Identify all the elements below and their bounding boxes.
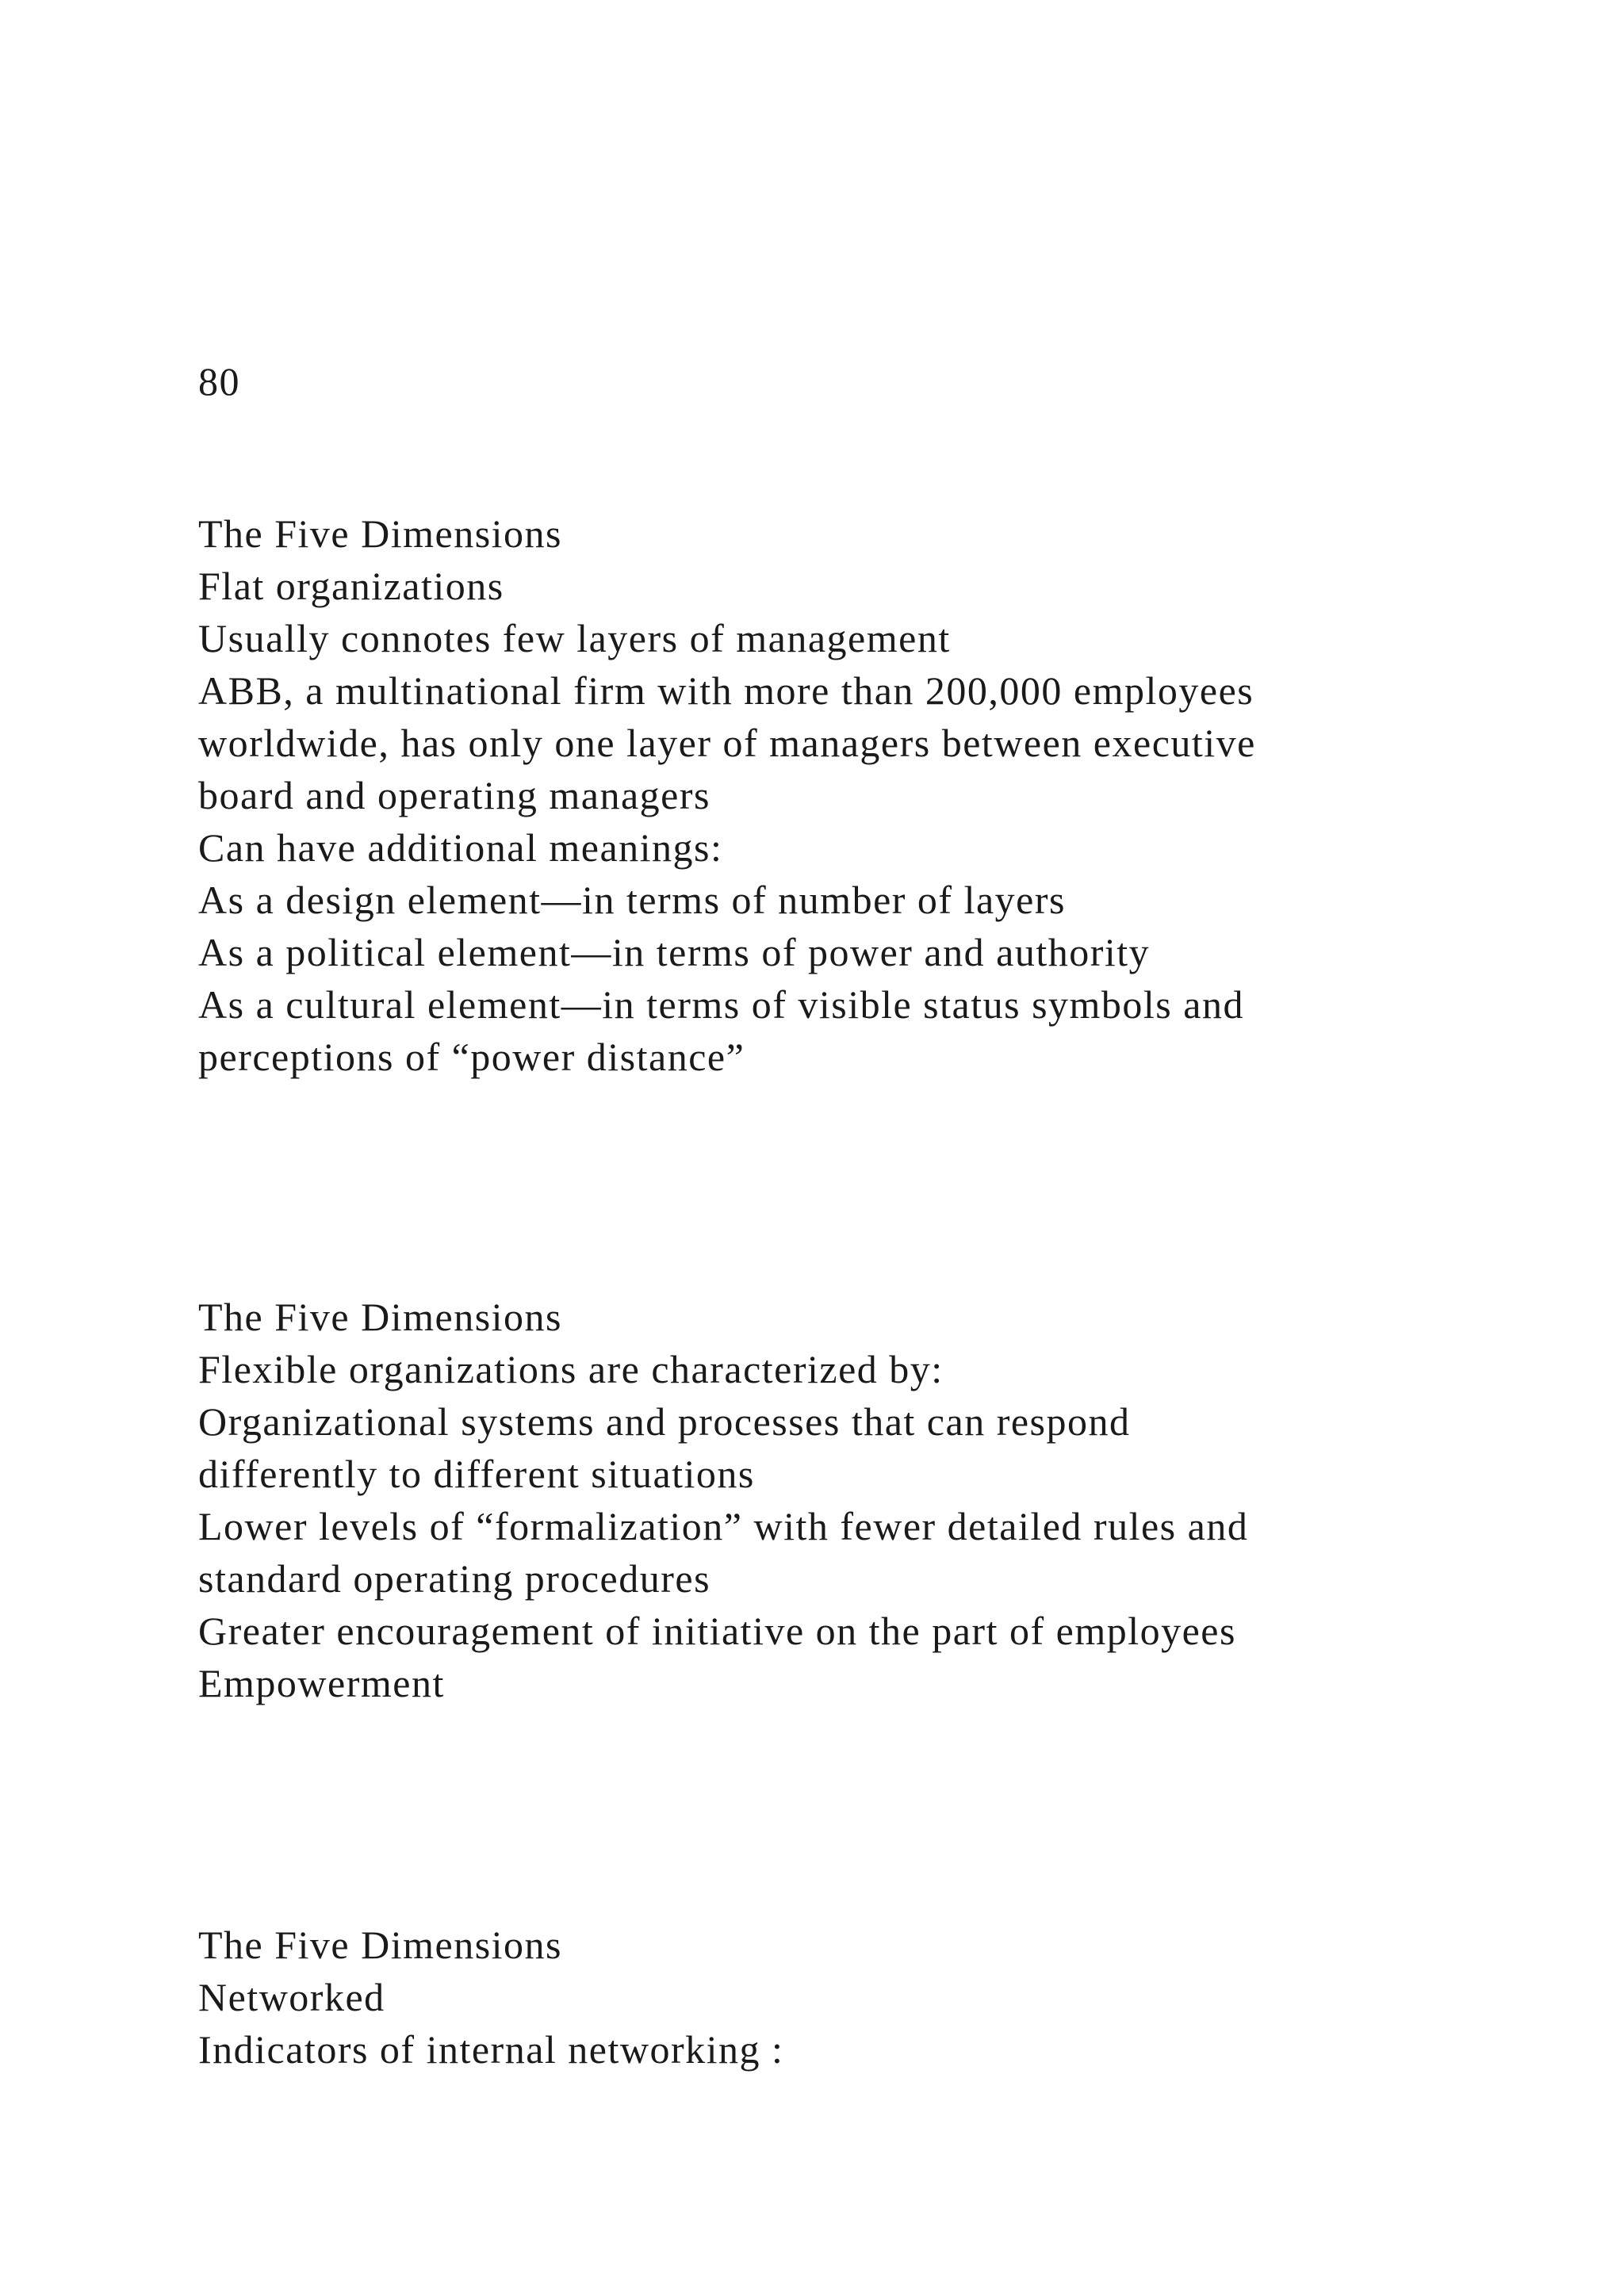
- page-number: 80: [198, 359, 240, 404]
- text-line: ABB, a multinational firm with more than 200,000 employees: [198, 668, 1254, 713]
- text-line: perceptions of “power distance”: [198, 1035, 745, 1079]
- text-line: Usually connotes few layers of management: [198, 616, 951, 660]
- text-line: board and operating managers: [198, 773, 710, 817]
- text-line: Empowerment: [198, 1661, 445, 1705]
- section-heading: The Five Dimensions: [198, 1295, 563, 1339]
- text-line: As a political element—in terms of power and authority: [198, 930, 1151, 974]
- text-line: Greater encouragement of initiative on the part of employees: [198, 1609, 1236, 1653]
- text-line: standard operating procedures: [198, 1556, 711, 1601]
- section-heading: The Five Dimensions: [198, 511, 563, 556]
- text-line: Lower levels of “formalization” with fewer detailed rules and: [198, 1504, 1249, 1548]
- text-line: As a cultural element—in terms of visible status symbols and: [198, 982, 1244, 1027]
- section-subheading: Flat organizations: [198, 564, 504, 608]
- text-line: Indicators of internal networking :: [198, 2027, 784, 2072]
- text-line: Organizational systems and processes that can respond: [198, 1399, 1131, 1444]
- section-subheading: Flexible organizations are characterized by:: [198, 1347, 944, 1391]
- text-line: As a design element—in terms of number of layers: [198, 878, 1066, 922]
- text-line: differently to different situations: [198, 1452, 755, 1496]
- text-line: worldwide, has only one layer of managers between executive: [198, 721, 1256, 765]
- section-heading: The Five Dimensions: [198, 1923, 563, 1967]
- text-line: Can have additional meanings:: [198, 825, 723, 870]
- section-subheading: Networked: [198, 1975, 385, 2019]
